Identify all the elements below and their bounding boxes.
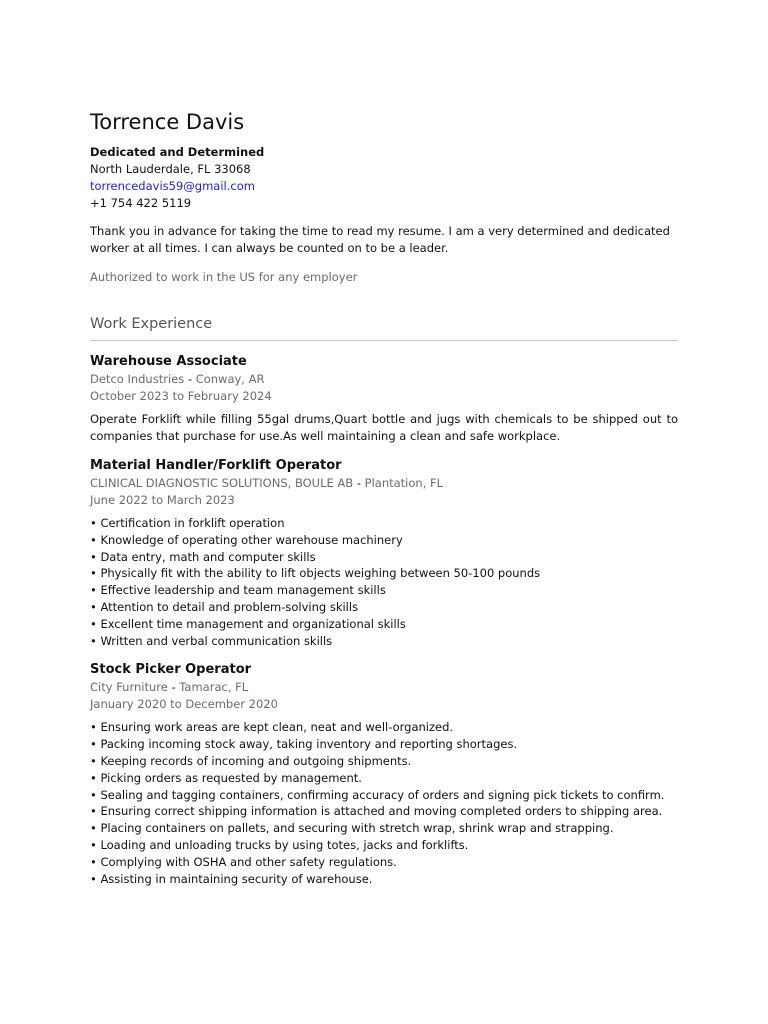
job-dates: October 2023 to February 2024 xyxy=(90,389,272,403)
company-name: City Furniture xyxy=(90,680,168,695)
list-item: • Packing incoming stock away, taking inventory and reporting shortages. xyxy=(90,737,518,752)
list-item: • Written and verbal communication skills xyxy=(90,633,333,648)
job-entry xyxy=(90,457,678,649)
list-item: • Picking orders as requested by management. xyxy=(90,770,362,785)
list-item: • Loading and unloading trucks by using totes, jacks and forklifts. xyxy=(90,837,469,852)
list-item: • Excellent time management and organizational skills xyxy=(90,616,406,631)
company-name: Detco Industries xyxy=(90,372,185,386)
list-item: • Physically fit with the ability to lift objects weighing between 50-100 pounds xyxy=(90,566,541,581)
company-separator: - xyxy=(356,476,365,490)
list-item: • Placing containers on pallets, and securing with stretch wrap, shrink wrap and strapping. xyxy=(90,821,614,836)
job-entry xyxy=(90,661,678,887)
candidate-name: Torrence Davis xyxy=(90,110,245,134)
company-location: Tamarac, FL xyxy=(179,680,249,695)
company-name: CLINICAL DIAGNOSTIC SOLUTIONS, BOULE AB xyxy=(90,476,354,490)
job-bullets xyxy=(90,719,678,887)
work-authorization: Authorized to work in the US for any employer xyxy=(90,270,358,284)
job-description: Operate Forklift while filling 55gal drums,Quart bottle and jugs with chemicals to be shipped out to companies that purchase for use.As well maintaining a clean and safe workplace. xyxy=(90,412,678,443)
list-item: • Data entry, math and computer skills xyxy=(90,549,316,564)
job-bullets xyxy=(90,515,678,649)
section-title-work-experience: Work Experience xyxy=(90,314,678,341)
list-item: • Certification in forklift operation xyxy=(90,516,285,530)
job-dates: June 2022 to March 2023 xyxy=(90,493,235,507)
list-item: • Complying with OSHA and other safety regulations. xyxy=(90,854,397,869)
company-location: Plantation, FL xyxy=(364,476,444,490)
company-separator: - xyxy=(187,372,196,386)
location: North Lauderdale, FL 33068 xyxy=(90,162,251,176)
job-title: Warehouse Associate xyxy=(90,354,247,369)
list-item: • Knowledge of operating other warehouse machinery xyxy=(90,532,403,547)
job-title: Material Handler/Forklift Operator xyxy=(90,458,342,473)
email-line xyxy=(90,178,678,195)
list-item: • Assisting in maintaining security of warehouse. xyxy=(90,871,373,886)
company-separator: - xyxy=(171,680,180,695)
list-item: • Attention to detail and problem-solving skills xyxy=(90,599,359,614)
company-line xyxy=(90,679,678,696)
job-title: Stock Picker Operator xyxy=(90,662,252,678)
list-item: • Sealing and tagging containers, confirming accuracy of orders and signing pick tickets to confirm. xyxy=(90,787,665,802)
job-dates: January 2020 to December 2020 xyxy=(90,697,278,712)
list-item: • Ensuring correct shipping information is attached and moving completed orders to shipping area. xyxy=(90,804,663,819)
resume-header xyxy=(90,108,678,212)
list-item: • Effective leadership and team management skills xyxy=(90,583,386,598)
company-line xyxy=(90,475,678,492)
email-link[interactable]: torrencedavis59@gmail.com xyxy=(90,179,255,193)
list-item: • Ensuring work areas are kept clean, neat and well-organized. xyxy=(90,720,454,735)
company-location: Conway, AR xyxy=(195,372,265,386)
summary: Thank you in advance for taking the time to read my resume. I am a very determined and dedicated worker at all times. I can always be counted on to be a leader. xyxy=(90,224,670,255)
job-entry xyxy=(90,353,678,445)
list-item: • Keeping records of incoming and outgoing shipments. xyxy=(90,753,412,768)
company-line xyxy=(90,371,678,388)
phone: +1 754 422 5119 xyxy=(90,196,192,210)
headline: Dedicated and Determined xyxy=(90,145,265,159)
